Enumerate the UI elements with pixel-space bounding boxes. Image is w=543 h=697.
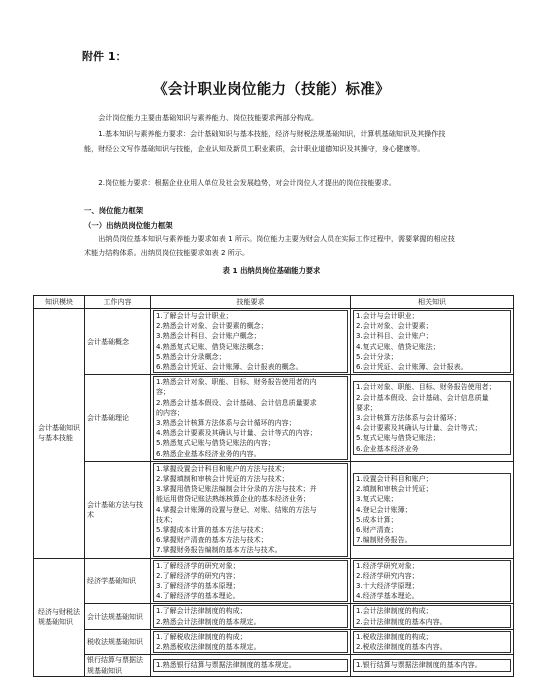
cell-list	[353, 473, 511, 546]
table-caption: 表 1 出纳员岗位基础能力要求	[222, 266, 321, 275]
skills-cell	[151, 655, 351, 676]
work-cell: 银行结算与票据法规基础知识	[85, 655, 151, 676]
knowledge-cell	[351, 309, 514, 375]
cell-line: 1.了解会计法律制度的构成；	[156, 607, 247, 616]
cell-line: 能运用借贷记账法熟练核算企业的基本经济业务；	[156, 495, 310, 504]
cell-line: 3.熟悉会计核算方法体系与会计循环的内容；	[156, 419, 296, 428]
knowledge-cell	[351, 629, 514, 654]
skills-cell	[151, 558, 351, 604]
cell-line: 1.熟悉会计对象、职能、目标、财务报告使用者的内	[156, 378, 317, 387]
cell-line: 2.填制和审核会计凭证；	[356, 485, 433, 494]
cell-line: 2.会计基本假设、会计基础、会计信息质量	[356, 393, 489, 402]
skills-cell	[151, 375, 351, 462]
cell-list	[153, 605, 348, 627]
cell-line: 6.熟悉企业基本经济业务的内容。	[156, 449, 261, 458]
cell-line: 4.登记会计账簿；	[356, 505, 412, 514]
intro-paragraph: 会计岗位能力主要由基础知识与素养能力、岗位技能要求两部分构成。	[98, 113, 319, 122]
work-cell: 会计基础方法与技术	[85, 461, 151, 558]
table-header-row	[34, 296, 514, 309]
cell-line: 1.会计对象、职能、目标、财务报告使用者；	[356, 383, 496, 392]
cell-line: 2.经济学研究内容；	[356, 571, 419, 580]
cell-line: 3.复式记账；	[356, 495, 398, 504]
knowledge-cell	[351, 461, 514, 558]
cell-line: 6.企业基本经济业务	[356, 444, 419, 453]
cell-line: 2.税收法律制度的基本内容。	[356, 643, 447, 652]
cell-line: 1.设置会计科目和账户；	[356, 475, 433, 484]
cell-line: 1.会计与会计职业；	[356, 312, 419, 320]
knowledge-cell	[351, 558, 514, 604]
cell-line: 7.掌握财务报告编制的基本方法与技术。	[156, 546, 282, 555]
cell-list	[153, 631, 348, 653]
cell-line: 技术；	[156, 515, 177, 524]
cell-list	[353, 659, 511, 671]
cell-list	[353, 631, 511, 653]
cell-line: 1.了解税收法律制度的构成；	[156, 632, 247, 641]
cell-line: 4.会计要素及其确认与计量、会计等式；	[356, 424, 482, 433]
cell-line: 4.经济学基本理论。	[356, 592, 419, 601]
cell-line: 4.熟悉复式记账、借贷记账法概念；	[156, 342, 268, 351]
cell-list	[153, 560, 348, 603]
cell-line: 2.掌握填制和审核会计凭证的方法与技术；	[156, 475, 289, 484]
cell-line: 2.了解经济学的研究内容；	[156, 571, 240, 580]
cell-line: 1.掌握设置会计科目和账户的方法与技术；	[156, 464, 289, 473]
cell-line: 5.熟悉复式记账与借贷记账法的内容；	[156, 439, 275, 448]
work-cell: 税收法规基础知识	[85, 629, 151, 654]
work-cell: 会计法规基础知识	[85, 604, 151, 629]
knowledge-cell	[351, 375, 514, 462]
cell-list	[153, 463, 348, 557]
table-row	[34, 655, 514, 676]
skills-cell	[151, 309, 351, 375]
cell-line: 3.会计核算方法体系与会计循环；	[356, 413, 461, 422]
table-row	[34, 309, 514, 375]
header-module: 知识模块	[34, 296, 85, 309]
cell-list	[353, 605, 511, 627]
section-paragraph: 出纳员岗位基本知识与素养能力要求如表 1 所示。岗位能力主要为财会人员在实际工作过程中，需要掌握的相应技术能力结构体系。出纳员岗位技能要求如表 2 所示。	[84, 234, 455, 257]
table-row	[34, 604, 514, 629]
cell-line: 3.十大经济学原理；	[356, 582, 419, 591]
module-cell: 经济与财税法规基础知识	[34, 558, 85, 676]
cell-line: 容；	[156, 388, 170, 397]
cell-line: 要求；	[356, 403, 377, 412]
cell-list	[353, 560, 511, 603]
header-work: 工作内容	[85, 296, 151, 309]
cell-list	[153, 376, 348, 460]
module-cell: 会计基础知识与基本技能	[34, 309, 85, 559]
ability-table	[33, 295, 514, 677]
cell-line: 7.编制财务报告。	[356, 536, 412, 545]
cell-line: 2.熟悉会计基本假设、会计基础、会计信息质量要求	[156, 398, 317, 407]
work-cell: 经济学基础知识	[85, 558, 151, 604]
knowledge-cell	[351, 604, 514, 629]
cell-line: 6.会计凭证、会计账簿、会计报表。	[356, 363, 468, 372]
cell-line: 1.银行结算与票据法律制度的基本内容。	[356, 661, 482, 670]
cell-list	[153, 659, 348, 671]
cell-list	[353, 381, 511, 454]
attachment-label: 附件 1：	[82, 50, 127, 63]
table-row	[34, 558, 514, 604]
cell-line: 的内容；	[156, 408, 184, 417]
header-knowledge: 相关知识	[351, 296, 514, 309]
cell-line: 3.了解经济学的基本原理；	[156, 582, 240, 591]
cell-line: 2.熟悉税收法律制度的基本规定。	[156, 643, 261, 652]
cell-line: 6.熟悉会计凭证、会计账簿、会计报表的概念。	[156, 363, 303, 372]
table-row	[34, 629, 514, 654]
cell-line: 5.会计分录；	[356, 352, 398, 361]
knowledge-cell	[351, 655, 514, 676]
point-1-paragraph: 1.基本知识与素养能力要求：会计基础知识与基本技能，经济与财税法规基础知识，计算机基础知识及其操作技能，财经公文写作基础知识与技能，企业认知及新员工职业素质，会计职业道德知识及其操守，身心健康等。	[84, 129, 446, 153]
cell-line: 1.经济学研究对象；	[356, 561, 419, 570]
cell-line: 3.熟悉会计科目、会计账户概念；	[156, 332, 261, 341]
skills-cell	[151, 461, 351, 558]
cell-list	[153, 310, 348, 373]
section-heading: 一、岗位能力框架	[84, 206, 144, 215]
cell-line: 6.掌握财产清查的基本方法与技术；	[156, 536, 268, 545]
cell-line: 1.了解经济学的研究对象；	[156, 561, 240, 570]
cell-list	[353, 310, 511, 373]
cell-line: 4.复式记账、借贷记账法；	[356, 342, 440, 351]
cell-line: 1.了解会计与会计职业；	[156, 312, 233, 320]
cell-line: 5.熟悉会计分录概念；	[156, 352, 226, 361]
cell-line: 2.熟悉会计对象、会计要素的概念；	[156, 322, 268, 331]
cell-line: 3.掌握用借贷记账法编制会计分录的方法与技术；并	[156, 485, 317, 494]
table-row	[34, 461, 514, 558]
cell-line: 1.会计法律制度的构成；	[356, 607, 433, 616]
work-cell: 会计基础理论	[85, 375, 151, 462]
cell-line: 2.会计对象、会计要素；	[356, 322, 433, 331]
point-2-paragraph: 2.岗位能力要求：根据企业业用人单位及社会发展趋势，对会计岗位人才提出的岗位技能要求。	[98, 178, 396, 187]
cell-line: 1.税收法律制度的构成；	[356, 632, 433, 641]
cell-line: 4.熟悉会计要素及其确认与计量、会计等式的内容；	[156, 429, 317, 438]
skills-cell	[151, 629, 351, 654]
cell-line: 6.财产清查；	[356, 526, 398, 535]
skills-cell	[151, 604, 351, 629]
cell-line: 1.熟悉银行结算与票据法律制度的基本规定。	[156, 661, 296, 670]
cell-line: 2.会计法律制度的基本内容。	[356, 617, 447, 626]
cell-line: 4.掌握会计账簿的设置与登记、对账、结账的方法与	[156, 505, 317, 514]
header-skills: 技能要求	[151, 296, 351, 309]
table-row	[34, 375, 514, 462]
cell-line: 5.成本计算；	[356, 515, 398, 524]
subsection-heading: （一）出纳员岗位能力框架	[84, 221, 173, 230]
cell-line: 5.复式记账与借贷记账法；	[356, 434, 440, 443]
cell-line: 3.会计科目、会计账户；	[356, 332, 433, 341]
cell-line: 4.了解经济学的基本理论。	[156, 592, 240, 601]
work-cell: 会计基础概念	[85, 309, 151, 375]
cell-line: 2.熟悉会计法律制度的基本规定。	[156, 617, 261, 626]
document-title: 《会计职业岗位能力（技能）标准》	[153, 82, 390, 98]
cell-line: 5.掌握成本计算的基本方法与技术；	[156, 526, 268, 535]
